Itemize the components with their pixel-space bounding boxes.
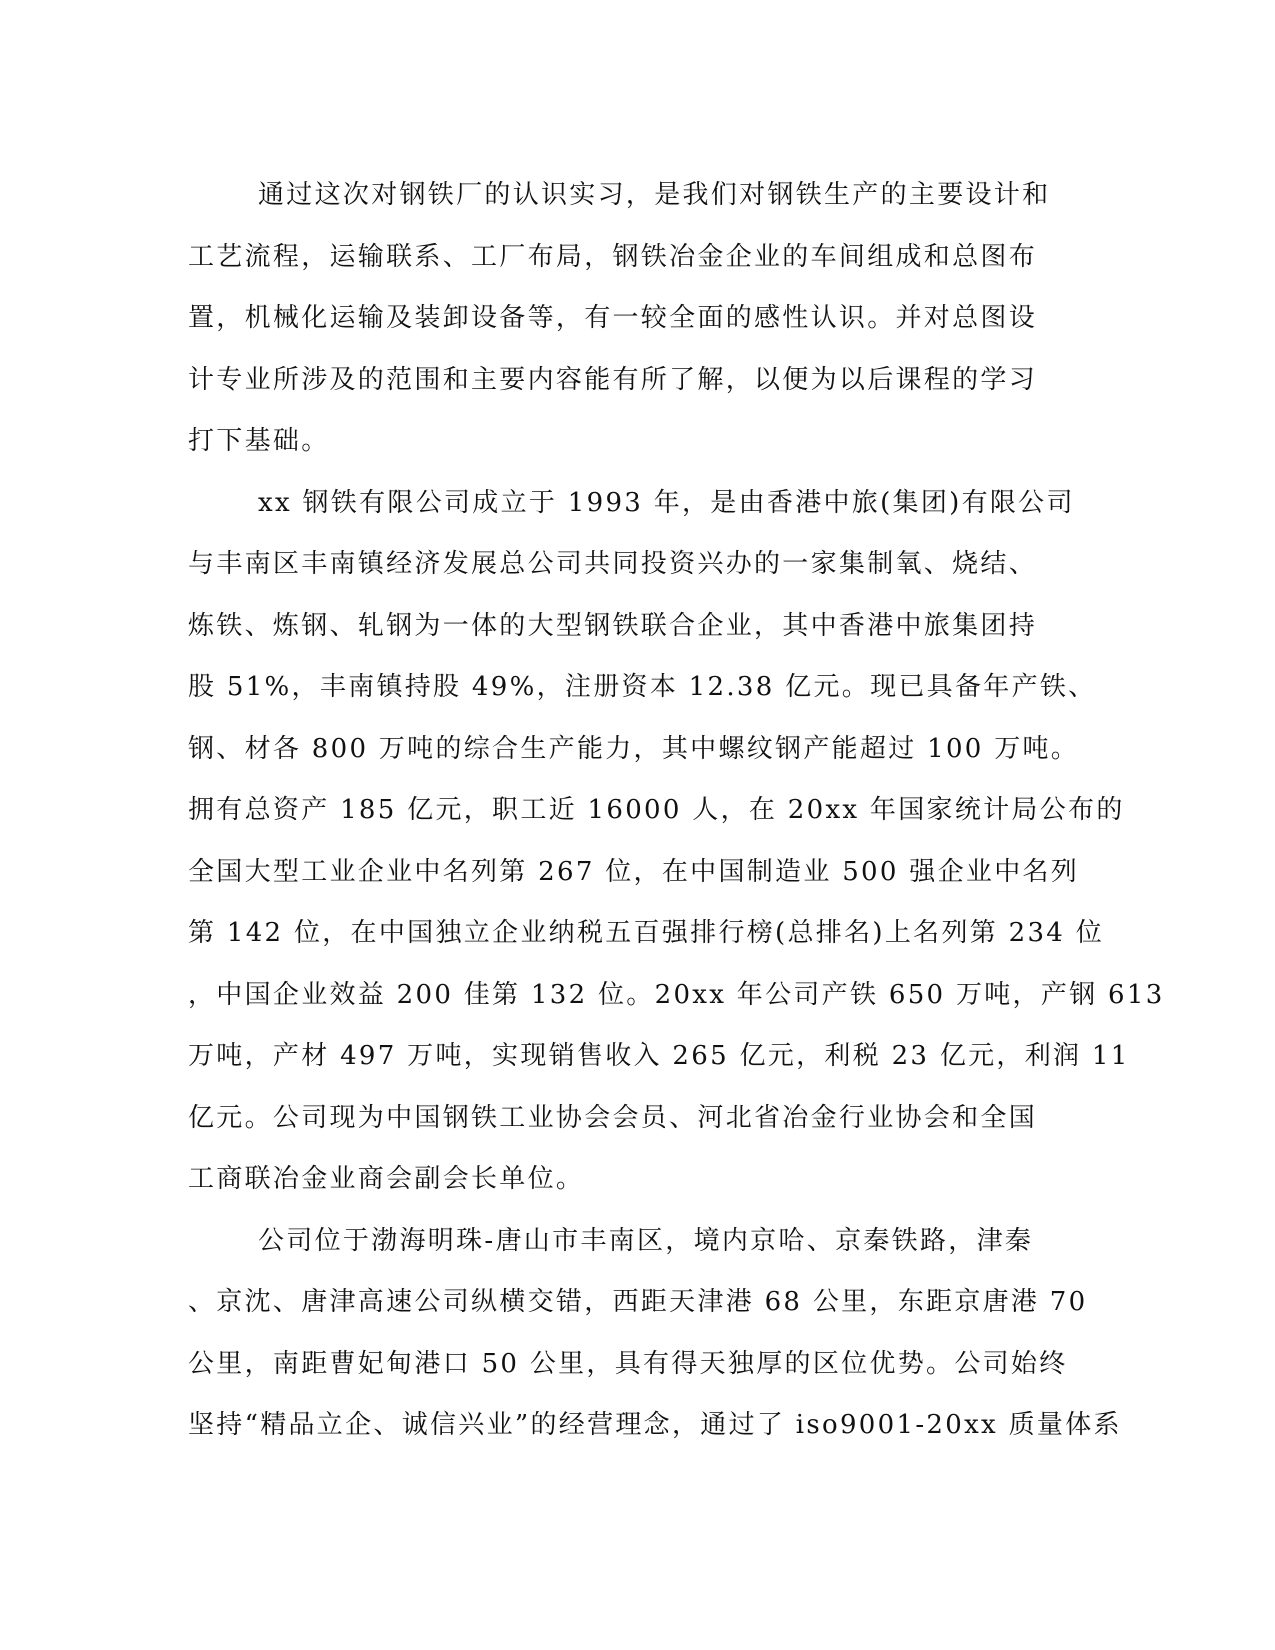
text-line: 公司位于渤海明珠-唐山市丰南区，境内京哈、京秦铁路，津秦 — [258, 1225, 1034, 1256]
text-line: 全国大型工业企业中名列第 267 位，在中国制造业 500 强企业中名列 — [188, 856, 1080, 887]
text-line: 亿元。公司现为中国钢铁工业协会会员、河北省冶金行业协会和全国 — [188, 1102, 1038, 1133]
text-line: 坚持“精品立企、诚信兴业”的经营理念，通过了 iso9001-20xx 质量体系 — [188, 1410, 1122, 1440]
text-line: 万吨，产材 497 万吨，实现销售收入 265 亿元，利税 23 亿元，利润 11 — [188, 1041, 1130, 1071]
text-line: ，中国企业效益 200 佳第 132 位。20xx 年公司产铁 650 万吨，产钢 613 — [188, 979, 1165, 1010]
text-line: 拥有总资产 185 亿元，职工近 16000 人，在 20xx 年国家统计局公布的 — [188, 795, 1125, 825]
text-line: 钢、材各 800 万吨的综合生产能力，其中螺纹钢产能超过 100 万吨。 — [188, 733, 1080, 764]
text-line: 打下基础。 — [188, 426, 330, 456]
text-line: 股 51%，丰南镇持股 49%，注册资本 12.38 亿元。现已具备年产铁、 — [188, 672, 1097, 702]
text-line: 与丰南区丰南镇经济发展总公司共同投资兴办的一家集制氧、烧结、 — [188, 549, 1038, 579]
text-line: 置，机械化运输及装卸设备等，有一较全面的感性认识。并对总图设 — [188, 303, 1038, 333]
text-line: 炼铁、炼钢、轧钢为一体的大型钢铁联合企业，其中香港中旅集团持 — [188, 610, 1038, 641]
text-line: 工商联冶金业商会副会长单位。 — [188, 1164, 585, 1194]
text-line: 计专业所涉及的范围和主要内容能有所了解，以便为以后课程的学习 — [188, 364, 1038, 395]
text-line: 通过这次对钢铁厂的认识实习，是我们对钢铁生产的主要设计和 — [258, 180, 1051, 210]
text-line: 公里，南距曹妃甸港口 50 公里，具有得天独厚的区位优势。公司始终 — [188, 1348, 1068, 1379]
text-line: 第 142 位，在中国独立企业纳税五百强排行榜(总排名)上名列第 234 位 — [188, 918, 1104, 948]
text-line: 、京沈、唐津高速公司纵横交错，西距天津港 68 公里，东距京唐港 70 — [188, 1287, 1088, 1317]
text-line: xx 钢铁有限公司成立于 1993 年，是由香港中旅(集团)有限公司 — [258, 487, 1075, 518]
text-line: 工艺流程，运输联系、工厂布局，钢铁冶金企业的车间组成和总图布 — [188, 241, 1038, 272]
body-text — [188, 165, 1165, 1457]
